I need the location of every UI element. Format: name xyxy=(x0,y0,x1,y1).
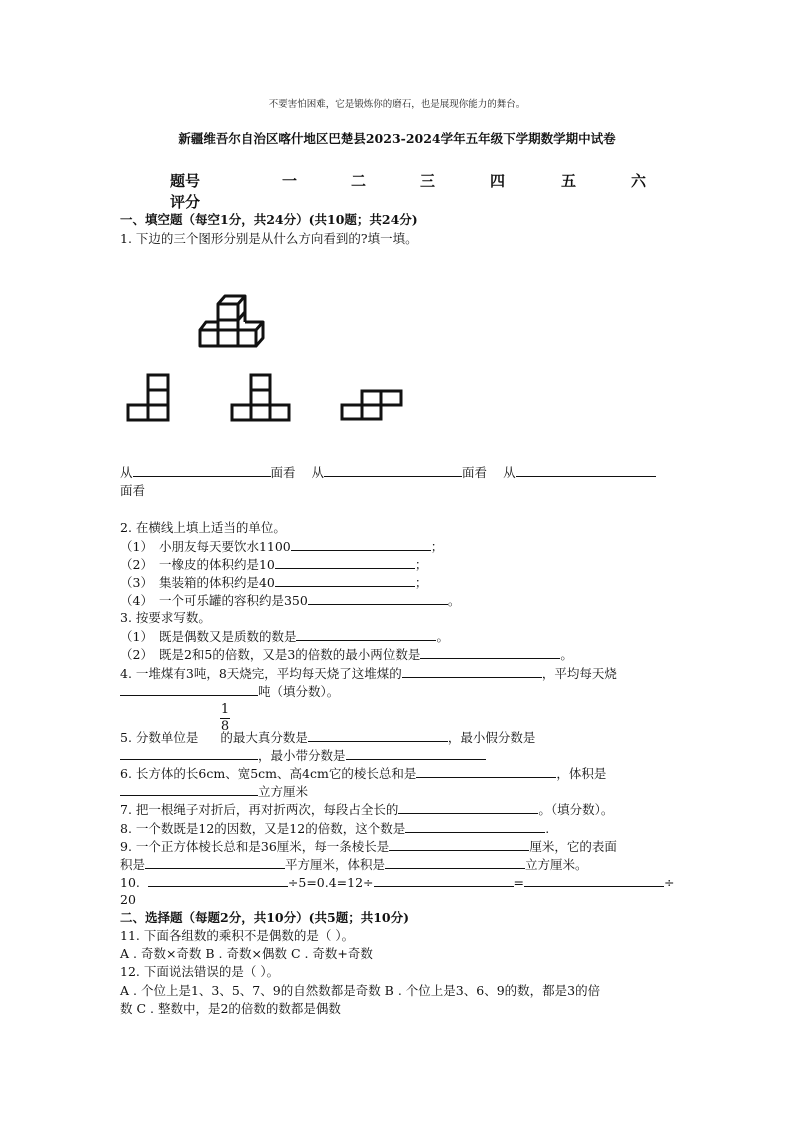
q7-line: 7. 把一根绳子对折后，再对折两次，每段占全长的 。（填分数）。 xyxy=(120,802,614,817)
q1-blank-3[interactable] xyxy=(516,464,656,477)
view-figure-3 xyxy=(338,388,406,424)
q7-blank[interactable] xyxy=(398,801,538,814)
q3-blank-1[interactable] xyxy=(296,628,436,641)
q1-blank-1[interactable] xyxy=(133,464,271,477)
q5-fraction-denominator: 8 xyxy=(220,719,230,734)
q6-blank-2[interactable] xyxy=(120,783,258,796)
q3-item-2: （2） 既是2和5的倍数，又是3的倍数的最小两位数是 。 xyxy=(120,647,573,662)
motto: 不要害怕困难，它是锻炼你的磨石，也是展现你能力的舞台。 xyxy=(268,99,526,110)
q4-blank-1[interactable] xyxy=(402,665,542,678)
q5-line-2: ，最小带分数是 xyxy=(120,747,486,764)
score-row-label: 题号 xyxy=(170,172,201,190)
q5-blank-1[interactable] xyxy=(308,729,448,742)
score-col-3: 三 xyxy=(420,172,436,190)
q4-blank-2[interactable] xyxy=(120,683,258,696)
q1-from-2: 从 xyxy=(311,465,325,480)
q2-item-1: （1） 小朋友每天要饮水1100 ； xyxy=(120,539,444,554)
q1-from-3: 从 xyxy=(503,465,516,480)
q9-blank-1[interactable] xyxy=(389,838,529,851)
q10-blank-3[interactable] xyxy=(524,874,664,887)
q5-line-1: 5. 分数单位是 的最大真分数是 ，最小假分数是 xyxy=(120,730,536,745)
q8-line: 8. 一个数既是12的因数，又是12的倍数，这个数是 . xyxy=(120,821,550,836)
q2-blank-1[interactable] xyxy=(291,538,431,551)
q1-stem: 1. 下边的三个图形分别是从什么方向看到的?填一填。 xyxy=(120,231,418,246)
q6-line-2: 立方厘米 xyxy=(120,783,308,800)
section-2-heading: 二、选择题（每题2分，共10分）(共5题；共10分) xyxy=(120,910,410,925)
q9-blank-2[interactable] xyxy=(145,856,285,869)
q3-blank-2[interactable] xyxy=(420,646,560,659)
q9-line-1: 9. 一个正方体棱长总和是36厘米，每一条棱长是 厘米，它的表面 xyxy=(120,839,617,854)
q1-from-1: 从 xyxy=(120,465,133,480)
score-col-5: 五 xyxy=(561,172,577,190)
q11-options[interactable]: A . 奇数×奇数 B . 奇数×偶数 C . 奇数+奇数 xyxy=(120,946,373,961)
view-figure-2 xyxy=(228,372,294,424)
score-col-1: 一 xyxy=(282,172,298,190)
q2-item-4: （4） 一个可乐罐的容积约是350 。 xyxy=(120,593,461,608)
q4-line-2: 吨（填分数）。 xyxy=(120,683,339,700)
q2-item-3: （3） 集装箱的体积约是40 ； xyxy=(120,575,428,590)
page-title: 新疆维吾尔自治区喀什地区巴楚县2023-2024学年五年级下学期数学期中试卷 xyxy=(178,131,616,146)
q2-stem: 2. 在横线上填上适当的单位。 xyxy=(120,520,286,535)
q10-blank-2[interactable] xyxy=(374,874,514,887)
section-1-heading: 一、填空题（每空1分，共24分）(共10题；共24分) xyxy=(120,212,418,227)
q2-blank-4[interactable] xyxy=(308,592,448,605)
q1-answer-line xyxy=(120,464,656,481)
q8-blank[interactable] xyxy=(405,820,545,833)
q9-line-2: 积是 平方厘米，体积是 立方厘米。 xyxy=(120,857,588,872)
q12-stem: 12. 下面说法错误的是（ ）。 xyxy=(120,964,280,979)
view-figure-1 xyxy=(124,372,172,424)
q2-blank-2[interactable] xyxy=(275,556,415,569)
q9-blank-3[interactable] xyxy=(385,856,525,869)
q3-item-1: （1） 既是偶数又是质数的数是 。 xyxy=(120,629,449,644)
score-col-4: 四 xyxy=(490,172,506,190)
q6-blank-1[interactable] xyxy=(416,765,556,778)
q11-stem: 11. 下面各组数的乘积不是偶数的是（ ）。 xyxy=(120,928,355,943)
q10-line-2: 20 xyxy=(120,892,136,907)
q5-blank-3[interactable] xyxy=(346,747,486,760)
q12-options-line-1[interactable]: A . 个位上是1、3、5、7、9的自然数都是奇数 B . 个位上是3、6、9的数，都是3的倍 xyxy=(120,983,601,998)
score-col-2: 二 xyxy=(351,172,367,190)
score-col-6: 六 xyxy=(631,172,647,190)
q1-face-3: 面看 xyxy=(120,483,146,498)
q1-blank-2[interactable] xyxy=(324,464,462,477)
q2-item-2: （2） 一橡皮的体积约是10 ； xyxy=(120,557,428,572)
q3-stem: 3. 按要求写数。 xyxy=(120,610,211,625)
q5-blank-2[interactable] xyxy=(120,747,258,760)
q5-fraction-numerator: 1 xyxy=(220,702,230,717)
q4-line-1: 4. 一堆煤有3吨，8天烧完，平均每天烧了这堆煤的 ，平均每天烧 xyxy=(120,666,617,681)
q6-line-1: 6. 长方体的长6cm、宽5cm、高4cm它的棱长总和是 ，体积是 xyxy=(120,766,607,781)
q1-face-1: 面看 xyxy=(270,465,296,480)
q1-face-2: 面看 xyxy=(462,465,488,480)
cube-stack-3d-figure xyxy=(196,290,278,352)
q10-blank-1[interactable] xyxy=(148,874,288,887)
q10-line-1: 10. ÷5=0.4=12÷ = ÷ xyxy=(120,875,675,890)
q12-options-line-2[interactable]: 数 C . 整数中，是2的倍数的数都是偶数 xyxy=(120,1001,341,1016)
score-row-score-label: 评分 xyxy=(170,193,201,211)
q2-blank-3[interactable] xyxy=(275,574,415,587)
